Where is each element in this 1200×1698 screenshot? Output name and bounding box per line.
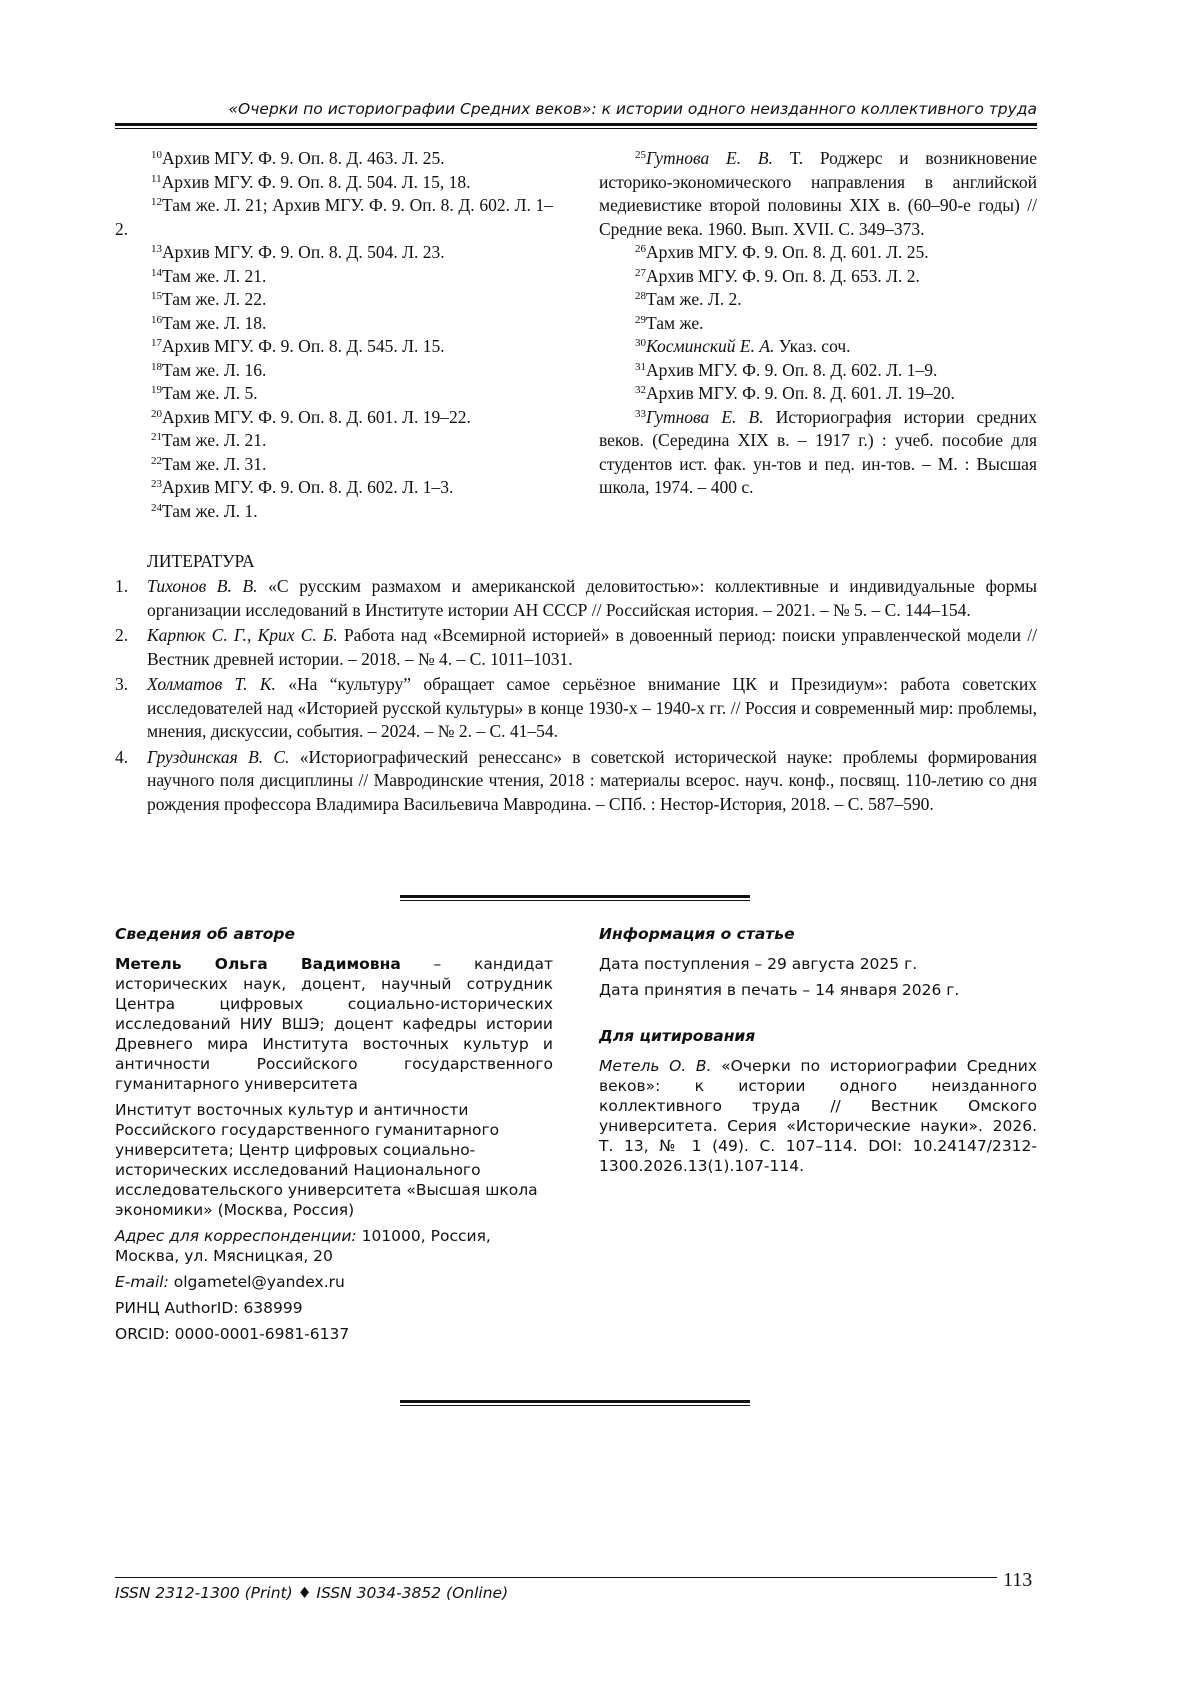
literature-list [115,575,1037,818]
literature-item: 2. Карпюк С. Г., Крих С. Б. Работа над «Всемирной историей» в довоенный период: поиски управленческой модели // Вестник древней истории. – 2018. – № 4. – С. 1011–1031. [115,625,1037,669]
footnote: $^{31}$Архив МГУ. Ф. 9. Оп. 8. Д. 602. Л. 1–9. [635,359,938,380]
footnote: $^{15}$Там же. Л. 22. [151,289,267,309]
author-info-title: Сведения об авторе [115,925,296,943]
footnote: $^{12}$Там же. Л. 21; Архив МГУ. Ф. 9. Оп. 8. Д. 602. Л. 1–2. [115,195,553,239]
author-address: Адрес для корреспонденции: 101000, Россия, Москва, ул. Мясницкая, 20 [115,1227,491,1265]
footnote: $^{10}$Архив МГУ. Ф. 9. Оп. 8. Д. 463. Л. 25. [151,148,445,168]
header-rule-thin [115,128,1037,129]
citation-text: Метель О. В. «Очерки по историографии Средних веков»: к истории одного неизданного коллективного труда // Вестник Омского университета. Серия «Исторические науки». 2026. Т. 13, № 1 (49). С. 107–114. DOI: 10.24147/2312-1300.2026.13(1).107-114. [599,1057,1038,1175]
footnote: $^{27}$Архив МГУ. Ф. 9. Оп. 8. Д. 653. Л. 2. [635,265,920,286]
literature-item: 1. Тихонов В. В. «С русским размахом и американской деловитостью»: коллективные и индивидуальные формы организации исследований в Институте истории АН СССР // Российская история. – 2021. – № 5. – С. 144–154. [115,576,1037,620]
footnote: $^{32}$Архив МГУ. Ф. 9. Оп. 8. Д. 601. Л. 19–20. [635,383,955,403]
issn-footer: ISSN 2312-1300 (Print) ♦ ISSN 3034-3852 (Online) [115,1584,509,1602]
footnotes-left-column [115,147,553,523]
footnote: $^{28}$Там же. Л. 2. [635,289,742,309]
footnote: $^{30}$Косминский Е. А. Указ. соч. [635,336,851,356]
footnote: $^{18}$Там же. Л. 16. [151,359,267,380]
author-name: Метель Ольга Вадимовна [115,955,401,973]
footnote: $^{21}$Там же. Л. 21. [151,430,267,450]
author-affiliation: Институт восточных культур и античности Российского государственного гуманитарного университета; Центр цифровых социально-исторических исследований Национального исследовательского университета «Высшая школа экономики» (Москва, Россия) [115,1101,538,1219]
footnote: $^{13}$Архив МГУ. Ф. 9. Оп. 8. Д. 504. Л. 23. [151,242,445,262]
running-head: «Очерки по историографии Средних веков»: к истории одного неизданного коллективного труда [228,100,1037,118]
footnotes-right-column [599,147,1037,500]
citation-title: Для цитирования [599,1027,756,1045]
footnote: $^{25}$Гутнова Е. В. Т. Роджерс и возникновение историко-экономического направления в английской медиевистике второй половины XIX в. (60–90-е годы) // Средние века. 1960. Вып. XVII. С. 349–373. [599,148,1037,239]
section-separator [400,895,750,901]
accepted-date: Дата принятия в печать – 14 января 2026 г. [599,981,960,999]
footnote: $^{22}$Там же. Л. 31. [151,453,267,474]
footnote: $^{23}$Архив МГУ. Ф. 9. Оп. 8. Д. 602. Л. 1–3. [151,477,454,497]
footnote: $^{19}$Там же. Л. 5. [151,383,258,403]
page-number: 113 [1003,1569,1033,1591]
footnote: $^{11}$Архив МГУ. Ф. 9. Оп. 8. Д. 504. Л. 15, 18. [151,171,471,192]
article-info-title: Информация о статье [599,925,795,943]
article-info-section [599,924,1037,1182]
footnote: $^{33}$Гутнова Е. В. Историография истории средних веков. (Середина XIX в. – 1917 г.) : учеб. пособие для студентов ист. фак. ун-тов и пед. ин-тов. – М. : Высшая школа, 1974. – 400 с. [599,406,1037,497]
footnote: $^{26}$Архив МГУ. Ф. 9. Оп. 8. Д. 601. Л. 25. [635,242,929,262]
author-email: E-mail: olgametel@yandex.ru [115,1273,345,1291]
footnote: $^{14}$Там же. Л. 21. [151,265,267,286]
footnote: $^{17}$Архив МГУ. Ф. 9. Оп. 8. Д. 545. Л. 15. [151,336,445,356]
literature-heading: ЛИТЕРАТУРА [147,551,255,571]
author-rinc: РИНЦ AuthorID: 638999 [115,1299,303,1317]
footnote: $^{20}$Архив МГУ. Ф. 9. Оп. 8. Д. 601. Л. 19–22. [151,406,471,427]
footnote: $^{24}$Там же. Л. 1. [151,500,258,521]
literature-item: 3. Холматов Т. К. «На “культуру” обращает самое серьёзное внимание ЦК и Президиум»: работа советских исследователей над «Историей русской культуры» в конце 1930-х – 1940-х гг. // Россия и современный мир: проблемы, мнения, дискуссии, события. – 2024. – № 2. – С. 41–54. [115,674,1037,741]
author-info-section [115,924,553,1350]
literature-item: 4. Груздинская В. С. «Историографический ренессанс» в советской исторической науке: проблемы формирования научного поля дисциплины // Мавродинские чтения, 2018 : материалы всерос. науч. конф., посвящ. 110-летию со дня рождения профессора Владимира Васильевича Мавродина. – СПб. : Нестор-История, 2018. – С. 587–590. [115,746,1037,814]
received-date: Дата поступления – 29 августа 2025 г. [599,955,918,973]
author-bio: Метель Ольга Вадимовна – кандидат исторических наук, доцент, научный сотрудник Центра цифровых социально-исторических исследований НИУ ВШЭ; доцент кафедры истории Древнего мира Института восточных культур и античности Российского государственного гуманитарного университета [115,955,553,1093]
author-orcid: ORCID: 0000-0001-6981-6137 [115,1325,350,1343]
footnote: $^{16}$Там же. Л. 18. [151,312,267,333]
section-separator [400,1400,750,1406]
footnote: $^{29}$Там же. [635,312,704,333]
header-rule [115,123,1037,126]
footer-rule [115,1577,997,1578]
